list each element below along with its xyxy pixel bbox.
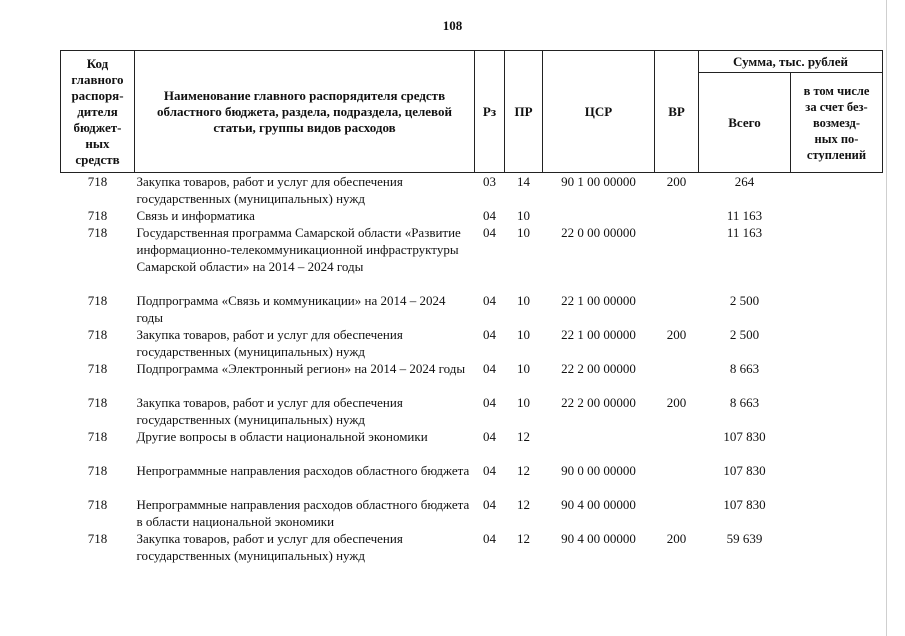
cell-pr: 10 <box>517 225 530 240</box>
header-code-line: распоря- <box>71 87 124 103</box>
header-code-line: ных <box>85 135 110 151</box>
header-gratis-cell <box>791 73 883 173</box>
table-row <box>61 530 883 564</box>
cell-pr: 10 <box>517 361 530 376</box>
table-row <box>61 326 883 360</box>
header-gratis-line: за счет без- <box>805 99 868 114</box>
table-row <box>61 496 883 530</box>
cell-rz: 03 <box>483 174 496 189</box>
cell-csr: 22 1 00 00000 <box>561 327 636 342</box>
header-code-line: бюджет- <box>73 119 122 135</box>
cell-pr: 14 <box>517 174 530 189</box>
cell-vr: 200 <box>666 531 687 546</box>
table-header <box>61 51 883 173</box>
header-total: Всего <box>699 73 791 173</box>
cell-code: 718 <box>87 225 108 240</box>
cell-code: 718 <box>87 497 108 512</box>
table-row <box>61 428 883 462</box>
page-number: 108 <box>442 18 463 33</box>
cell-csr: 22 2 00 00000 <box>561 395 636 410</box>
cell-rz: 04 <box>483 395 496 410</box>
cell-code: 718 <box>87 429 108 444</box>
table-row <box>61 360 883 394</box>
cell-vr <box>655 360 699 394</box>
cell-vr <box>655 224 699 292</box>
cell-pr: 10 <box>517 293 530 308</box>
cell-code: 718 <box>87 208 108 223</box>
cell-total: 11 163 <box>726 225 763 240</box>
cell-name: Подпрограмма «Электронный регион» на 2014 – 2024 годы <box>136 361 466 376</box>
cell-gratis <box>791 207 883 224</box>
table-body <box>61 173 883 565</box>
cell-csr: 90 1 00 00000 <box>561 174 636 189</box>
table-row <box>61 462 883 496</box>
cell-rz: 04 <box>483 327 496 342</box>
cell-name: Другие вопросы в области национальной экономики <box>136 429 428 444</box>
cell-rz: 04 <box>483 531 496 546</box>
cell-csr: 90 0 00 00000 <box>561 463 636 478</box>
cell-name: Связь и информатика <box>136 208 255 223</box>
cell-gratis <box>791 224 883 292</box>
cell-name: Закупка товаров, работ и услуг для обеспечения государственных (муниципальных) нужд <box>136 174 403 206</box>
cell-total: 11 163 <box>726 208 763 223</box>
cell-code: 718 <box>87 293 108 308</box>
header-pr: ПР <box>505 51 543 173</box>
cell-gratis <box>791 428 883 462</box>
cell-total: 59 639 <box>726 531 763 546</box>
cell-name: Подпрограмма «Связь и коммуникации» на 2014 – 2024 годы <box>136 293 446 325</box>
cell-total: 107 830 <box>723 497 766 512</box>
header-gratis-line: ступлений <box>806 147 867 162</box>
cell-pr: 10 <box>517 208 530 223</box>
cell-total: 8 663 <box>729 361 760 376</box>
cell-rz: 04 <box>483 463 496 478</box>
header-csr: ЦСР <box>543 51 655 173</box>
cell-gratis <box>791 530 883 564</box>
cell-csr: 22 1 00 00000 <box>561 293 636 308</box>
header-code-line: средств <box>75 151 120 167</box>
cell-rz: 04 <box>483 293 496 308</box>
cell-rz: 04 <box>483 429 496 444</box>
cell-name: Закупка товаров, работ и услуг для обеспечения государственных (муниципальных) нужд <box>136 327 403 359</box>
cell-name: Непрограммные направления расходов областного бюджета в области национальной экономики <box>136 497 470 529</box>
cell-gratis <box>791 394 883 428</box>
cell-vr: 200 <box>666 174 687 189</box>
cell-gratis <box>791 360 883 394</box>
cell-total: 2 500 <box>729 327 760 342</box>
cell-code: 718 <box>87 174 108 189</box>
cell-total: 2 500 <box>729 293 760 308</box>
cell-name: Государственная программа Самарской области «Развитие информационно-телекоммуникационной инфраструктуры Самарской области» на 2014 – 2024 годы <box>136 225 461 274</box>
cell-pr: 12 <box>517 531 530 546</box>
cell-vr <box>655 207 699 224</box>
header-vr: ВР <box>655 51 699 173</box>
header-gratis-line: ных по- <box>814 131 859 146</box>
header-code-line: главного <box>71 71 124 87</box>
cell-csr <box>543 428 655 462</box>
cell-rz: 04 <box>483 497 496 512</box>
header-code-line: Код <box>86 55 109 71</box>
header-code-line: дителя <box>77 103 118 119</box>
header-sum: Сумма, тыс. рублей <box>699 51 883 73</box>
header-gratis-line: возмезд- <box>812 115 861 130</box>
header-gratis-line: в том числе <box>803 83 870 98</box>
cell-code: 718 <box>87 463 108 478</box>
table-row <box>61 394 883 428</box>
header-name: Наименование главного распорядителя средств областного бюджета, раздела, подраздела, целевой статьи, группы видов расходов <box>135 51 475 173</box>
cell-vr <box>655 496 699 530</box>
table-row <box>61 224 883 292</box>
cell-pr: 12 <box>517 463 530 478</box>
cell-name: Закупка товаров, работ и услуг для обеспечения государственных (муниципальных) нужд <box>136 531 403 563</box>
header-rz: Рз <box>475 51 505 173</box>
table-row <box>61 173 883 208</box>
budget-table <box>60 50 883 564</box>
cell-vr <box>655 292 699 326</box>
cell-code: 718 <box>87 327 108 342</box>
cell-vr <box>655 428 699 462</box>
cell-vr <box>655 462 699 496</box>
cell-code: 718 <box>87 395 108 410</box>
cell-code: 718 <box>87 361 108 376</box>
cell-csr <box>543 207 655 224</box>
cell-csr: 90 4 00 00000 <box>561 497 636 512</box>
cell-pr: 12 <box>517 429 530 444</box>
cell-vr: 200 <box>666 395 687 410</box>
cell-gratis <box>791 292 883 326</box>
cell-rz: 04 <box>483 361 496 376</box>
cell-total: 8 663 <box>729 395 760 410</box>
cell-csr: 22 2 00 00000 <box>561 361 636 376</box>
cell-rz: 04 <box>483 225 496 240</box>
table-row <box>61 207 883 224</box>
header-code-cell <box>61 51 135 173</box>
cell-gratis <box>791 462 883 496</box>
cell-vr: 200 <box>666 327 687 342</box>
cell-total: 107 830 <box>723 463 766 478</box>
cell-gratis <box>791 496 883 530</box>
cell-csr: 90 4 00 00000 <box>561 531 636 546</box>
cell-name: Непрограммные направления расходов областного бюджета <box>136 463 470 478</box>
cell-rz: 04 <box>483 208 496 223</box>
cell-code: 718 <box>87 531 108 546</box>
table-row <box>61 292 883 326</box>
cell-gratis <box>791 326 883 360</box>
cell-gratis <box>791 173 883 208</box>
cell-pr: 12 <box>517 497 530 512</box>
cell-pr: 10 <box>517 327 530 342</box>
cell-csr: 22 0 00 00000 <box>561 225 636 240</box>
cell-name: Закупка товаров, работ и услуг для обеспечения государственных (муниципальных) нужд <box>136 395 403 427</box>
cell-total: 107 830 <box>723 429 766 444</box>
scan-edge-line <box>886 0 887 636</box>
cell-pr: 10 <box>517 395 530 410</box>
cell-total: 264 <box>734 174 755 189</box>
